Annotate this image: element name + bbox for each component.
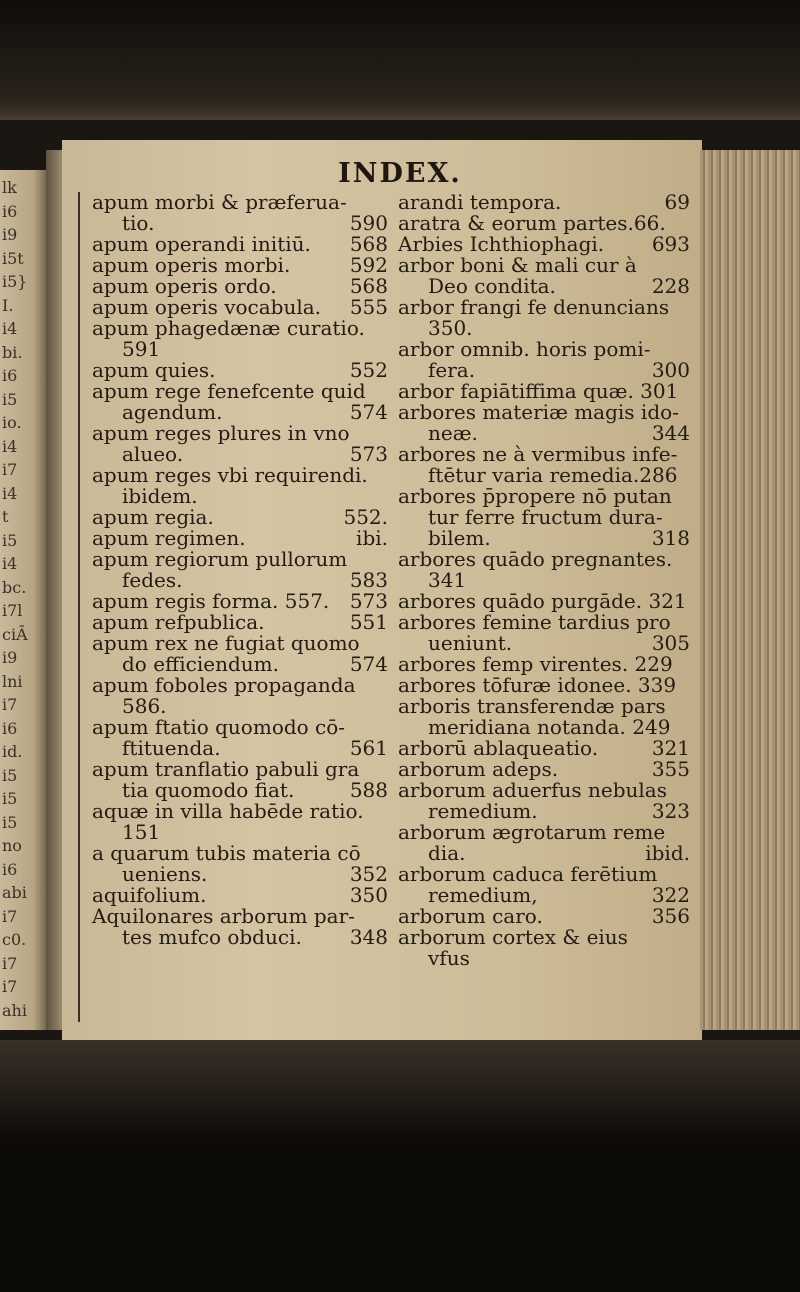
entry-text: apum refpublica.	[92, 610, 265, 634]
index-entry	[92, 864, 388, 885]
margin-fragment: i6	[2, 859, 18, 879]
index-entry	[92, 906, 388, 927]
page-stack-edge	[700, 150, 800, 1030]
index-entry	[92, 549, 388, 570]
entry-text: tio.	[122, 211, 155, 235]
index-entry	[92, 822, 388, 843]
index-entry	[92, 381, 388, 402]
index-entry	[398, 255, 690, 276]
index-entry	[92, 423, 388, 444]
margin-fragment: i6	[2, 718, 18, 738]
margin-fragment: lni	[2, 671, 23, 691]
index-entry	[398, 612, 690, 633]
entry-text: apum operis vocabula.	[92, 295, 322, 319]
index-entry	[398, 780, 690, 801]
index-entry	[398, 696, 690, 717]
margin-fragment: lk	[2, 178, 17, 197]
entry-text: Arbies Ichthiophagi.	[398, 232, 605, 256]
entry-text: 591	[122, 337, 161, 361]
index-entry	[398, 759, 690, 780]
entry-text: arboris transferendæ pars	[398, 694, 666, 718]
entry-text: apum operis ordo.	[92, 274, 277, 298]
index-entry	[398, 465, 690, 486]
margin-fragment: i4	[2, 483, 18, 503]
index-entry	[398, 339, 690, 360]
entry-text: apum regiorum pullorum	[92, 547, 348, 571]
margin-fragment: ciĀ	[2, 624, 28, 644]
entry-text: fera.	[428, 358, 476, 382]
margin-fragment: i4	[2, 319, 18, 338]
index-entry	[92, 696, 388, 717]
index-entry	[92, 276, 388, 297]
entry-text: arbores tōfuræ idonee. 339	[398, 673, 677, 697]
index-entry	[92, 927, 388, 948]
entry-text: arborū ablaqueatio.	[398, 736, 599, 760]
index-entry	[398, 570, 690, 591]
index-entry	[92, 780, 388, 801]
entry-text: arborum caro.	[398, 904, 543, 928]
margin-fragment: io.	[2, 413, 22, 432]
index-entry	[92, 192, 388, 213]
index-entry	[398, 234, 690, 255]
entry-text: arbor boni & mali cur à	[398, 253, 637, 277]
entry-page-number: 573	[349, 589, 388, 613]
margin-fragment: i9	[2, 225, 18, 244]
index-entry	[92, 591, 388, 612]
entry-text: apum rege fenefcente quid	[92, 379, 366, 403]
index-entry	[398, 675, 690, 696]
entry-text: 151	[122, 820, 161, 844]
entry-text: arbores quādo pregnantes.	[398, 547, 673, 571]
entry-page-number: 588	[349, 778, 388, 802]
index-entry	[92, 675, 388, 696]
entry-page-number: 344	[651, 421, 690, 445]
entry-text: apum regimen.	[92, 526, 246, 550]
entry-text: 341	[428, 568, 467, 592]
margin-fragment: i5	[2, 789, 18, 808]
index-entry	[398, 381, 690, 402]
margin-fragment: i6	[2, 366, 18, 385]
entry-text: arbor fapiātiffima quæ. 301	[398, 379, 679, 403]
entry-page-number: 355	[651, 757, 690, 781]
entry-page-number: 321	[651, 736, 690, 760]
margin-fragment: id.	[2, 742, 23, 761]
index-entry	[398, 192, 690, 213]
entry-page-number: 574	[349, 400, 388, 424]
index-entry	[92, 444, 388, 465]
margin-fragment: bi.	[2, 342, 23, 362]
entry-text: arborum cortex & eius	[398, 925, 628, 949]
index-entry	[398, 549, 690, 570]
index-entry	[92, 507, 388, 528]
entry-text: remedium,	[428, 883, 538, 907]
margin-fragment: i4	[2, 436, 18, 456]
margin-fragment: i6	[2, 201, 18, 221]
entry-text: arandi tempora.	[398, 190, 562, 214]
margin-fragment: I.	[2, 295, 14, 315]
index-entry	[92, 759, 388, 780]
entry-text: arbores p̄propere nō putan	[398, 484, 672, 508]
dark-background-top	[0, 0, 800, 120]
index-entry	[398, 738, 690, 759]
index-entry	[398, 927, 690, 948]
entry-page-number: 555	[349, 295, 388, 319]
margin-fragment: i5	[2, 389, 18, 409]
index-entry	[398, 318, 690, 339]
entry-text: meridiana notanda. 249	[428, 715, 671, 739]
margin-fragment: i5	[2, 765, 18, 785]
margin-fragment: ahi	[2, 1000, 27, 1020]
index-entry	[398, 948, 690, 969]
entry-text: arborum caduca ferētium	[398, 862, 658, 886]
entry-text: agendum.	[122, 400, 223, 424]
entry-page-number: 305	[651, 631, 690, 655]
index-entry	[398, 297, 690, 318]
entry-text: arbores femine tardius pro	[398, 610, 671, 634]
index-entry	[92, 297, 388, 318]
index-entry	[92, 843, 388, 864]
entry-page-number: 322	[651, 883, 690, 907]
entry-text: ftētur varia remedia.286	[428, 463, 678, 487]
entry-text: fedes.	[122, 568, 183, 592]
entry-page-number: 551	[349, 610, 388, 634]
index-column-right	[398, 192, 690, 969]
margin-fragment: i7	[2, 977, 18, 996]
margin-fragment: i7	[2, 695, 18, 714]
entry-page-number: 323	[651, 799, 690, 823]
entry-text: tur ferre fructum dura-	[428, 505, 663, 529]
index-entry	[92, 402, 388, 423]
entry-text: apum regis forma. 557.	[92, 589, 330, 613]
entry-text: arbor omnib. horis pomi-	[398, 337, 651, 361]
margin-fragment: i5}	[2, 272, 28, 291]
entry-page-number: 348	[349, 925, 388, 949]
index-entry	[398, 360, 690, 381]
entry-text: do efficiendum.	[122, 652, 279, 676]
entry-text: arborum ægrotarum reme	[398, 820, 666, 844]
entry-page-number: 583	[349, 568, 388, 592]
entry-text: tes mufco obduci.	[122, 925, 302, 949]
index-entry	[398, 276, 690, 297]
margin-fragment: i5t	[2, 248, 24, 268]
index-entry	[398, 444, 690, 465]
entry-text: arbores materiæ magis ido-	[398, 400, 679, 424]
entry-page-number: 300	[651, 358, 690, 382]
entry-text: 350.	[428, 316, 473, 340]
index-entry	[398, 507, 690, 528]
entry-text: ueniens.	[122, 862, 208, 886]
entry-text: apum foboles propaganda	[92, 673, 356, 697]
margin-fragment: c0.	[2, 930, 27, 949]
index-entry	[398, 213, 690, 234]
entry-page-number: 318	[651, 526, 690, 550]
margin-fragment: i5	[2, 812, 18, 832]
index-entry	[398, 843, 690, 864]
entry-text: 586.	[122, 694, 167, 718]
index-entry	[398, 864, 690, 885]
entry-text: apum phagedænæ curatio.	[92, 316, 365, 340]
index-entry	[92, 234, 388, 255]
entry-page-number: 574	[349, 652, 388, 676]
entry-text: aquifolium.	[92, 883, 207, 907]
margin-fragment: no	[2, 836, 22, 855]
entry-page-number: ibi.	[356, 526, 388, 550]
entry-text: apum tranflatio pabuli gra	[92, 757, 360, 781]
index-entry	[398, 591, 690, 612]
entry-text: vfus	[428, 946, 470, 970]
index-entry	[92, 360, 388, 381]
index-entry	[398, 822, 690, 843]
margin-fragment: i5	[2, 530, 18, 550]
entry-text: Deo condita.	[428, 274, 556, 298]
index-entry	[92, 612, 388, 633]
entry-text: tia quomodo fiat.	[122, 778, 295, 802]
entry-page-number: ibid.	[645, 841, 690, 865]
entry-page-number: 561	[349, 736, 388, 760]
entry-text: apum operandi initiū.	[92, 232, 311, 256]
entry-text: apum morbi & præferua-	[92, 190, 347, 214]
index-entry	[92, 255, 388, 276]
index-entry	[398, 486, 690, 507]
index-entry	[92, 486, 388, 507]
entry-text: apum operis morbi.	[92, 253, 291, 277]
entry-text: Aquilonares arborum par-	[92, 904, 355, 928]
entry-page-number: 228	[651, 274, 690, 298]
entry-text: arborum adeps.	[398, 757, 559, 781]
entry-text: arbores quādo purgāde. 321	[398, 589, 687, 613]
entry-text: ibidem.	[122, 484, 198, 508]
entry-text: remedium.	[428, 799, 538, 823]
margin-fragment: i7	[2, 953, 18, 973]
index-entry	[92, 213, 388, 234]
entry-page-number: 552	[349, 358, 388, 382]
entry-text: a quarum tubis materia cō	[92, 841, 361, 865]
entry-page-number: 69	[664, 190, 690, 214]
previous-page-edge	[0, 170, 48, 1030]
entry-text: apum reges plures in vno	[92, 421, 350, 445]
index-entry	[92, 339, 388, 360]
index-entry	[398, 528, 690, 549]
entry-text: alueo.	[122, 442, 184, 466]
index-entry	[398, 717, 690, 738]
entry-page-number: 693	[651, 232, 690, 256]
margin-fragment: i7	[2, 460, 18, 479]
entry-text: ftituenda.	[122, 736, 221, 760]
dark-background-bottom	[0, 1040, 800, 1292]
entry-page-number: 590	[349, 211, 388, 235]
entry-page-number: 356	[651, 904, 690, 928]
entry-text: ueniunt.	[428, 631, 513, 655]
index-entry	[398, 633, 690, 654]
entry-page-number: 350	[349, 883, 388, 907]
margin-fragment: i4	[2, 554, 18, 573]
entry-page-number: 552.	[343, 505, 388, 529]
entry-text: apum quies.	[92, 358, 216, 382]
entry-text: aratra & eorum partes.66.	[398, 211, 666, 235]
margin-fragment: i9	[2, 648, 18, 667]
index-entry	[92, 528, 388, 549]
entry-text: neæ.	[428, 421, 478, 445]
margin-fragment: abi	[2, 883, 27, 902]
entry-text: apum ftatio quomodo cō-	[92, 715, 346, 739]
entry-page-number: 568	[349, 274, 388, 298]
index-entry	[92, 633, 388, 654]
entry-text: apum regia.	[92, 505, 214, 529]
index-entry	[92, 717, 388, 738]
index-entry	[398, 654, 690, 675]
index-entry	[92, 654, 388, 675]
index-entry	[92, 465, 388, 486]
entry-text: arbores femp virentes. 229	[398, 652, 673, 676]
entry-text: dia.	[428, 841, 466, 865]
index-entry	[92, 801, 388, 822]
index-entry	[92, 318, 388, 339]
index-entry	[398, 906, 690, 927]
index-entry	[398, 885, 690, 906]
entry-text: aquæ in villa habēde ratio.	[92, 799, 364, 823]
index-entry	[398, 801, 690, 822]
margin-fragment: i7l	[2, 601, 23, 620]
margin-fragment: bc.	[2, 577, 27, 597]
entry-text: apum reges vbi requirendi.	[92, 463, 368, 487]
index-entry	[92, 570, 388, 591]
entry-text: arborum aduerfus nebulas	[398, 778, 667, 802]
entry-text: arbores ne à vermibus infe-	[398, 442, 678, 466]
entry-page-number: 568	[349, 232, 388, 256]
entry-page-number: 573	[349, 442, 388, 466]
entry-text: arbor frangi fe denuncians	[398, 295, 670, 319]
index-entry	[92, 738, 388, 759]
entry-page-number: 352	[349, 862, 388, 886]
entry-page-number: 592	[349, 253, 388, 277]
entry-text: bilem.	[428, 526, 491, 550]
index-column-left	[92, 192, 388, 948]
margin-rule	[78, 192, 80, 1022]
margin-fragment: t	[2, 507, 9, 526]
index-entry	[398, 402, 690, 423]
index-entry	[398, 423, 690, 444]
margin-fragment: i7	[2, 906, 18, 926]
page-title: INDEX.	[338, 158, 462, 189]
entry-text: apum rex ne fugiat quomo	[92, 631, 360, 655]
index-entry	[92, 885, 388, 906]
